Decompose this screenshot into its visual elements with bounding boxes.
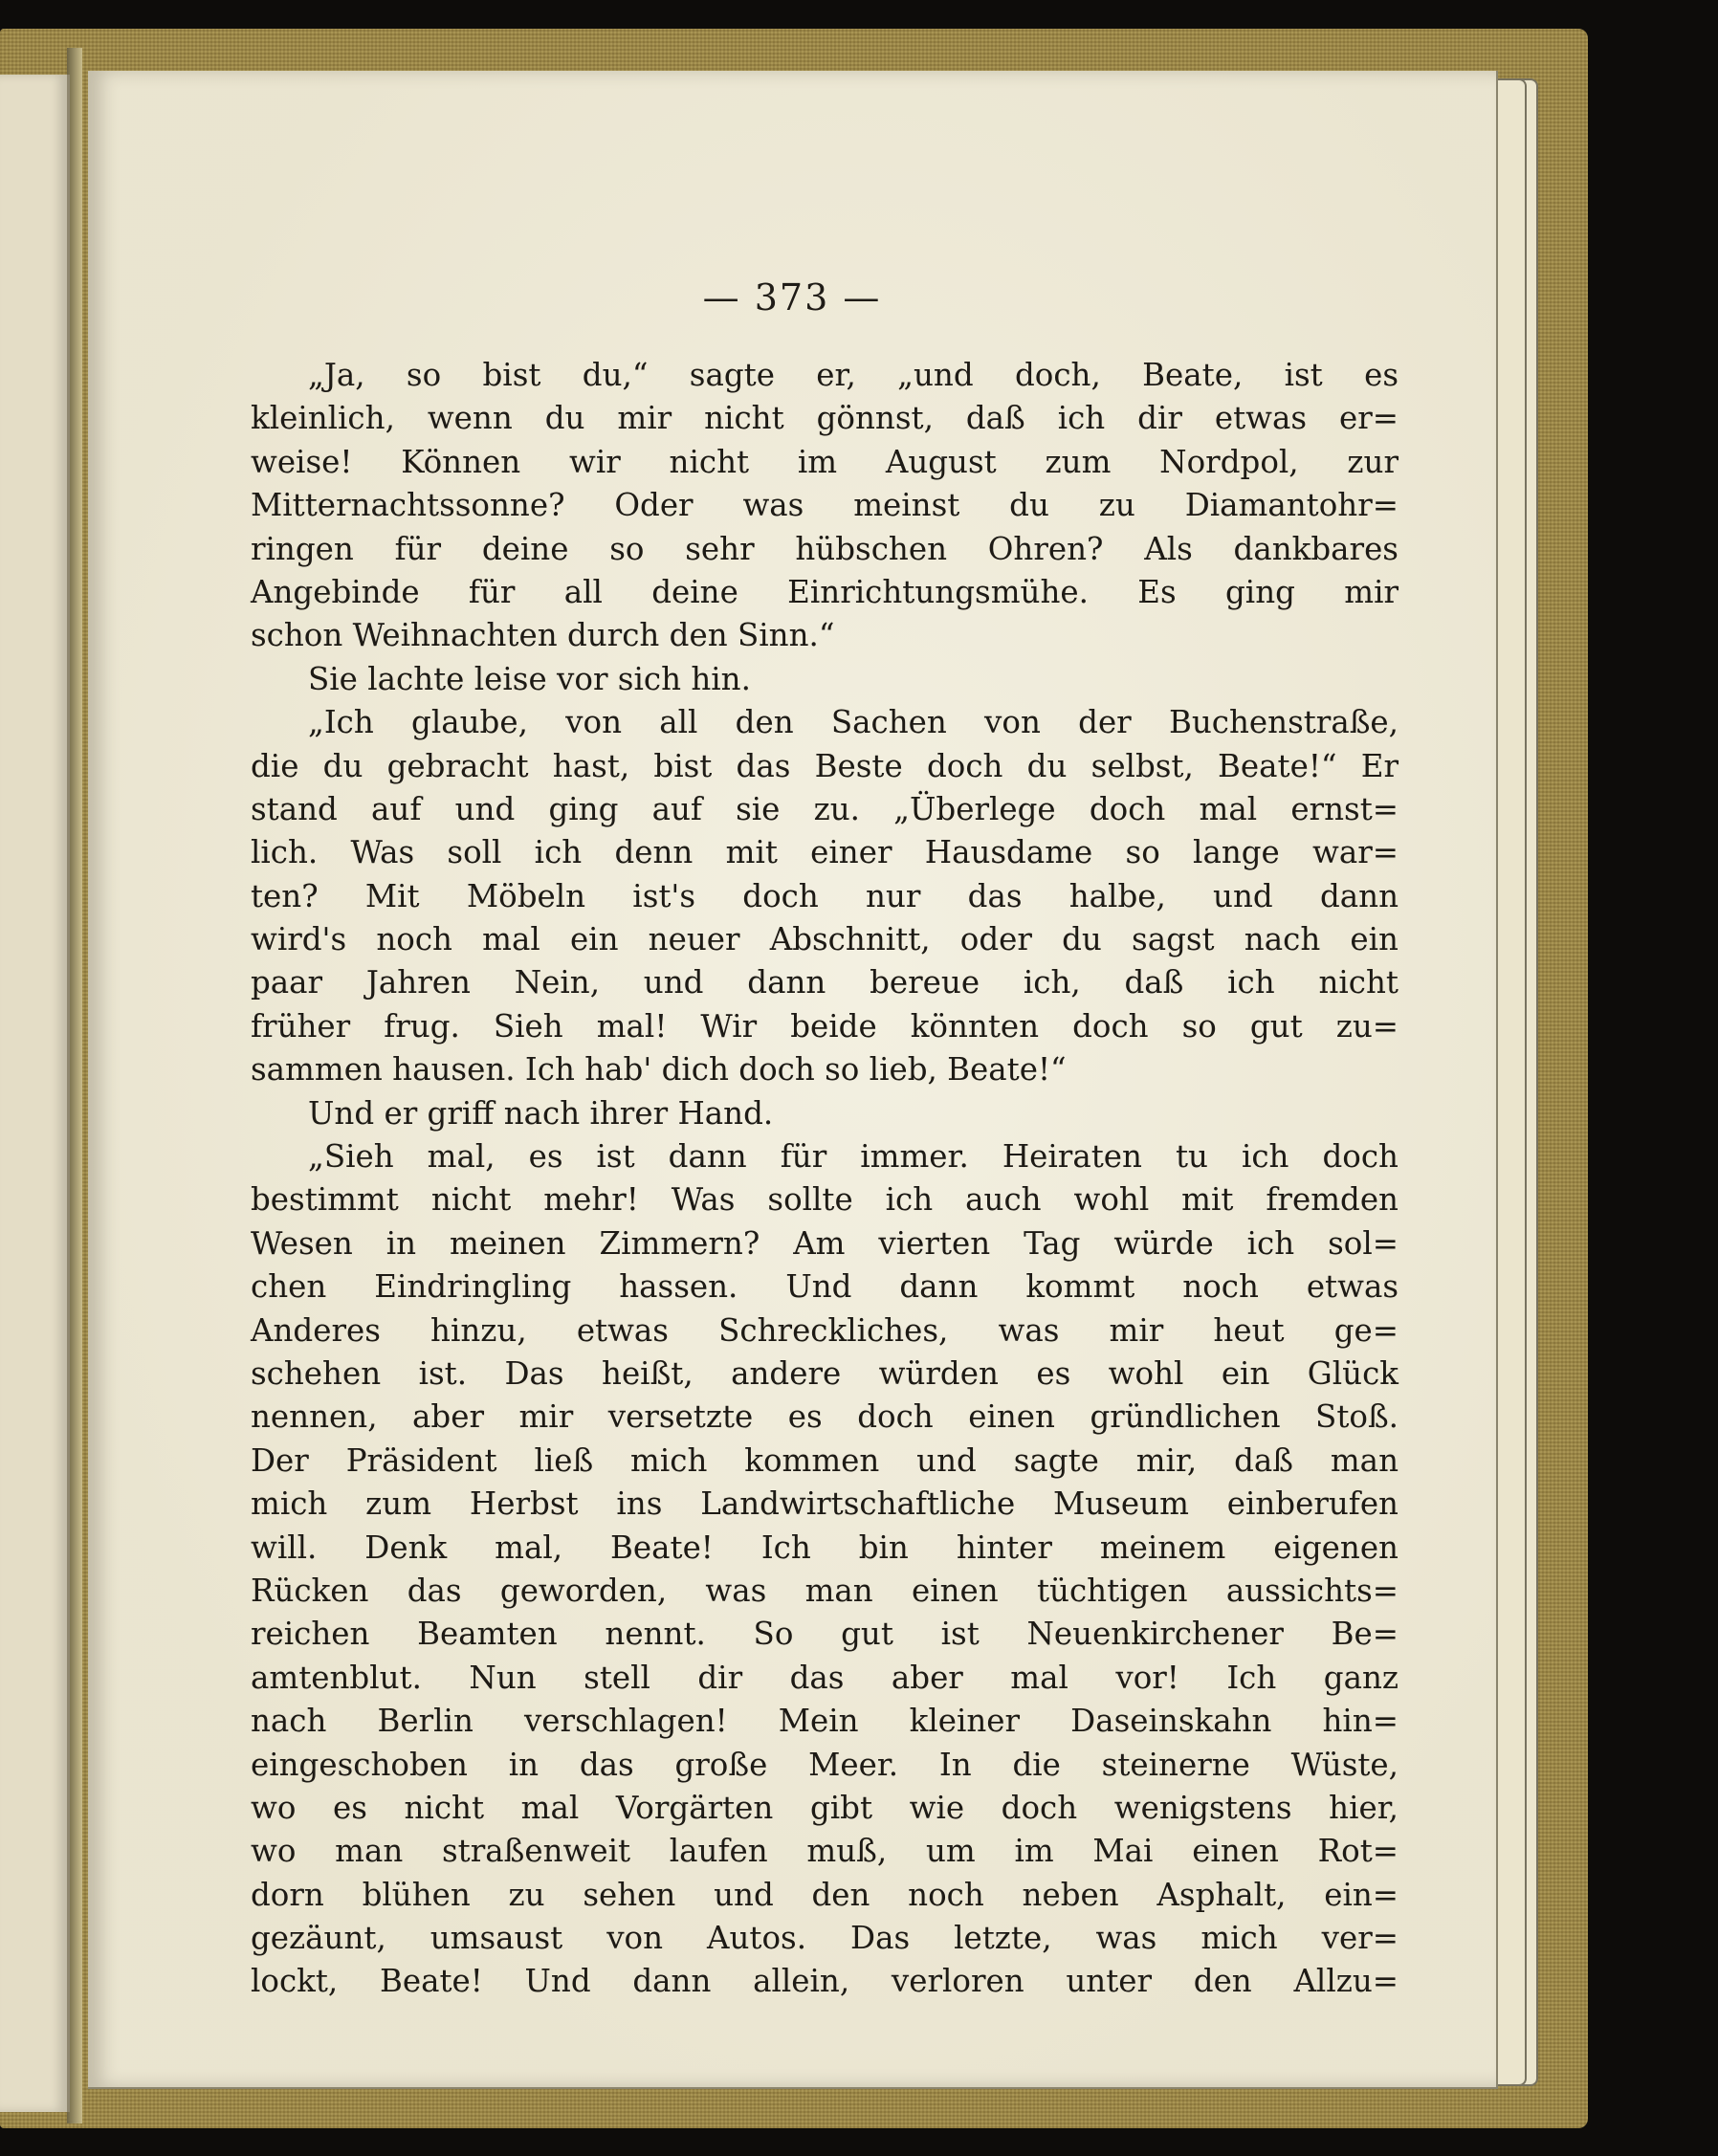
- text-line: wo es nicht mal Vorgärten gibt wie doch wenigstens hier,: [251, 1789, 1399, 1826]
- text-line: Rücken das geworden, was man einen tüchtigen aussichts=: [251, 1572, 1399, 1609]
- text-line: eingeschoben in das große Meer. In die steinerne Wüste,: [251, 1746, 1399, 1783]
- text-line: Sie lachte leise vor sich hin.: [308, 660, 751, 697]
- left-page-edge: [0, 75, 70, 2112]
- text-line: dorn blühen zu sehen und den noch neben Asphalt, ein=: [251, 1876, 1399, 1913]
- text-line: Mitternachtssonne? Oder was meinst du zu Diamantohr=: [251, 487, 1399, 524]
- text-line: Und er griff nach ihrer Hand.: [308, 1094, 774, 1132]
- text-line: „Ich glaube, von all den Sachen von der Buchenstraße,: [308, 704, 1399, 741]
- text-line: weise! Können wir nicht im August zum Nordpol, zur: [251, 443, 1399, 480]
- text-line: schehen ist. Das heißt, andere würden es wohl ein Glück: [251, 1354, 1399, 1392]
- text-line: paar Jahren Nein, und dann bereue ich, daß ich nicht: [251, 964, 1399, 1001]
- text-line: ten? Mit Möbeln ist's doch nur das halbe, und dann: [251, 877, 1399, 914]
- text-line: kleinlich, wenn du mir nicht gönnst, daß ich dir etwas er=: [251, 400, 1399, 437]
- text-line: „Ja, so bist du,“ sagte er, „und doch, Beate, ist es: [308, 357, 1399, 393]
- text-line: Angebinde für all deine Einrichtungsmühe. Es ging mir: [251, 573, 1399, 610]
- text-line: gezäunt, umsaust von Autos. Das letzte, was mich ver=: [251, 1920, 1399, 1957]
- text-line: Der Präsident ließ mich kommen und sagte mir, daß man: [251, 1441, 1399, 1479]
- text-line: lockt, Beate! Und dann allein, verloren unter den Allzu=: [251, 1963, 1399, 2000]
- text-line: ringen für deine so sehr hübschen Ohren? Als dankbares: [251, 530, 1399, 567]
- text-line: reichen Beamten nennt. So gut ist Neuenkirchener Be=: [251, 1616, 1399, 1653]
- text-line: sammen hausen. Ich hab' dich doch so lieb, Beate!“: [251, 1051, 1067, 1089]
- page-number: — 373 —: [702, 276, 882, 319]
- text-line: lich. Was soll ich denn mit einer Hausdame so lange war=: [251, 834, 1399, 871]
- text-line: will. Denk mal, Beate! Ich bin hinter meinem eigenen: [251, 1529, 1399, 1566]
- text-line: die du gebracht hast, bist das Beste doch du selbst, Beate!“ Er: [251, 747, 1399, 784]
- text-line: nach Berlin verschlagen! Mein kleiner Daseinskahn hin=: [251, 1703, 1399, 1740]
- text-line: stand auf und ging auf sie zu. „Überlege doch mal ernst=: [251, 790, 1399, 827]
- text-line: wird's noch mal ein neuer Abschnitt, oder du sagst nach ein: [251, 921, 1399, 958]
- text-line: mich zum Herbst ins Landwirtschaftliche Museum einberufen: [251, 1485, 1399, 1523]
- text-line: chen Eindringling hassen. Und dann kommt noch etwas: [251, 1268, 1399, 1306]
- text-line: bestimmt nicht mehr! Was sollte ich auch wohl mit fremden: [251, 1181, 1399, 1219]
- text-line: Anderes hinzu, etwas Schreckliches, was mir heut ge=: [251, 1311, 1399, 1349]
- book-page: [88, 71, 1498, 2089]
- text-line: Wesen in meinen Zimmern? Am vierten Tag würde ich sol=: [251, 1224, 1399, 1262]
- body-text: [251, 354, 1399, 2004]
- text-line: nennen, aber mir versetzte es doch einen gründlichen Stoß.: [251, 1398, 1399, 1436]
- text-line: früher frug. Sieh mal! Wir beide könnten doch so gut zu=: [251, 1007, 1399, 1045]
- text-line: „Sieh mal, es ist dann für immer. Heiraten tu ich doch: [308, 1138, 1399, 1176]
- text-line: amtenblut. Nun stell dir das aber mal vor! Ich ganz: [251, 1659, 1399, 1696]
- text-line: schon Weihnachten durch den Sinn.“: [251, 617, 835, 654]
- text-line: wo man straßenweit laufen muß, um im Mai einen Rot=: [251, 1833, 1399, 1870]
